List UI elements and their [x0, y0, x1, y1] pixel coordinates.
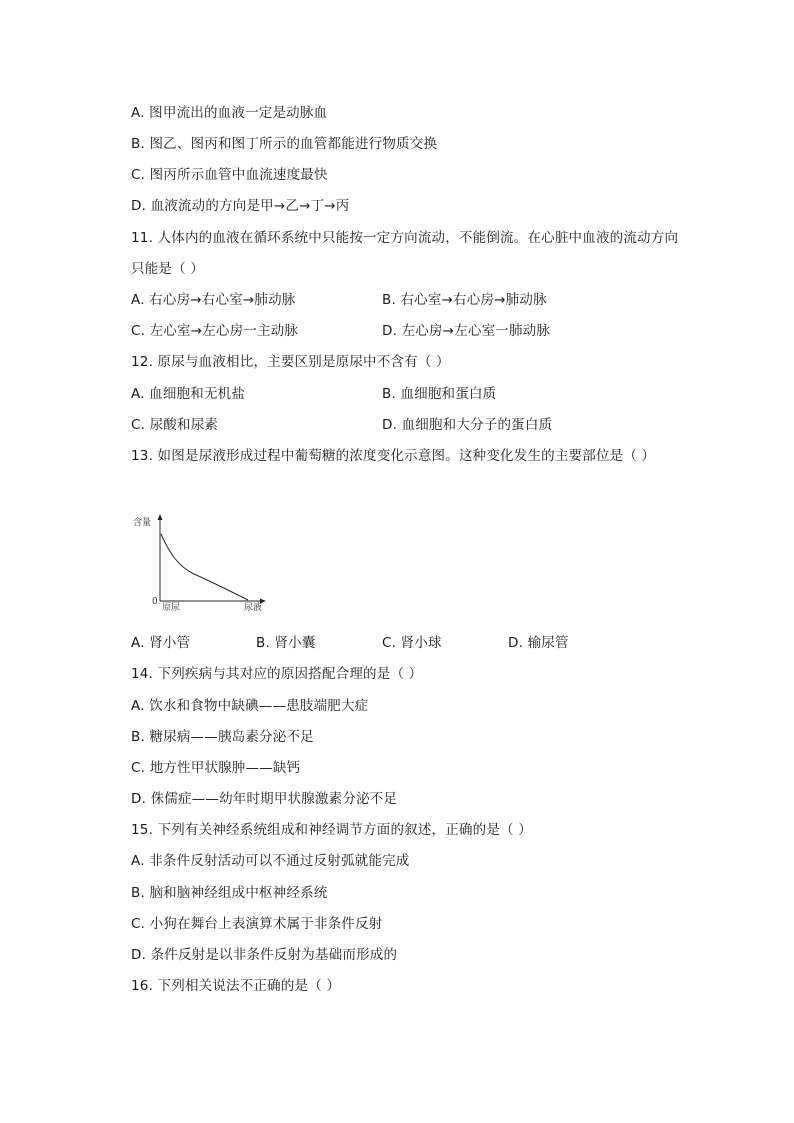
q12-option-d: D. 血细胞和大分子的蛋白质	[382, 417, 553, 433]
q13-option-c: C. 肾小球	[382, 635, 442, 651]
q13-glucose-graph	[132, 510, 272, 614]
y-axis-arrow	[158, 514, 163, 520]
q11-option-b: B. 右心室→右心房→肺动脉	[382, 292, 547, 308]
q15-option-c: C. 小狗在舞台上表演算术属于非条件反射	[131, 916, 383, 932]
q14-stem: 14. 下列疾病与其对应的原因搭配合理的是（ ）	[131, 666, 423, 682]
q15-option-b: B. 脑和脑神经组成中枢神经系统	[131, 885, 328, 901]
q10-option-a: A. 图甲流出的血液一定是动脉血	[131, 105, 328, 121]
q10-option-d: D. 血液流动的方向是甲→乙→丁→丙	[131, 198, 350, 214]
q15-stem: 15. 下列有关神经系统组成和神经调节方面的叙述，正确的是（ ）	[131, 822, 532, 838]
q12-option-b: B. 血细胞和蛋白质	[382, 386, 497, 402]
q11-stem-line1: 11. 人体内的血液在循环系统中只能按一定方向流动，不能倒流。在心脏中血液的流动方向	[131, 230, 679, 246]
q13-option-a: A. 肾小管	[131, 635, 191, 651]
q12-stem: 12. 原尿与血液相比，主要区别是原尿中不含有（ ）	[131, 354, 450, 370]
q14-option-d: D. 侏儒症——幼年时期甲状腺激素分泌不足	[131, 791, 398, 807]
q13-stem: 13. 如图是尿液形成过程中葡萄糖的浓度变化示意图。这种变化发生的主要部位是（ ）	[131, 448, 656, 464]
origin-label: 0	[152, 597, 158, 607]
q12-option-c: C. 尿酸和尿素	[131, 417, 219, 433]
q14-option-c: C. 地方性甲状腺肿——缺钙	[131, 760, 301, 776]
q13-option-d: D. 输尿管	[508, 635, 569, 651]
q11-option-d: D. 左心房→左心室一肺动脉	[382, 323, 551, 339]
q11-option-c: C. 左心室→左心房一主动脉	[131, 323, 299, 339]
x-start-label: 原尿	[162, 603, 181, 613]
q12-option-a: A. 血细胞和无机盐	[131, 386, 246, 402]
q11-stem-line2: 只能是（ ）	[131, 261, 204, 277]
q15-option-d: D. 条件反射是以非条件反射为基础而形成的	[131, 947, 398, 963]
q10-option-c: C. 图丙所示血管中血流速度最快	[131, 167, 328, 183]
q11-option-a: A. 右心房→右心室→肺动脉	[131, 292, 296, 308]
q14-option-b: B. 糖尿病——胰岛素分泌不足	[131, 729, 314, 745]
x-end-label: 尿液	[244, 603, 263, 613]
glucose-curve	[161, 534, 248, 600]
q15-option-a: A. 非条件反射活动可以不通过反射弧就能完成	[131, 853, 410, 869]
q13-option-b: B. 肾小囊	[256, 635, 316, 651]
q14-option-a: A. 饮水和食物中缺碘——患肢端肥大症	[131, 698, 369, 714]
q10-option-b: B. 图乙、图丙和图丁所示的血管都能进行物质交换	[131, 136, 438, 152]
q16-stem: 16. 下列相关说法不正确的是（ ）	[131, 978, 341, 994]
y-axis-label: 含量	[133, 518, 152, 528]
